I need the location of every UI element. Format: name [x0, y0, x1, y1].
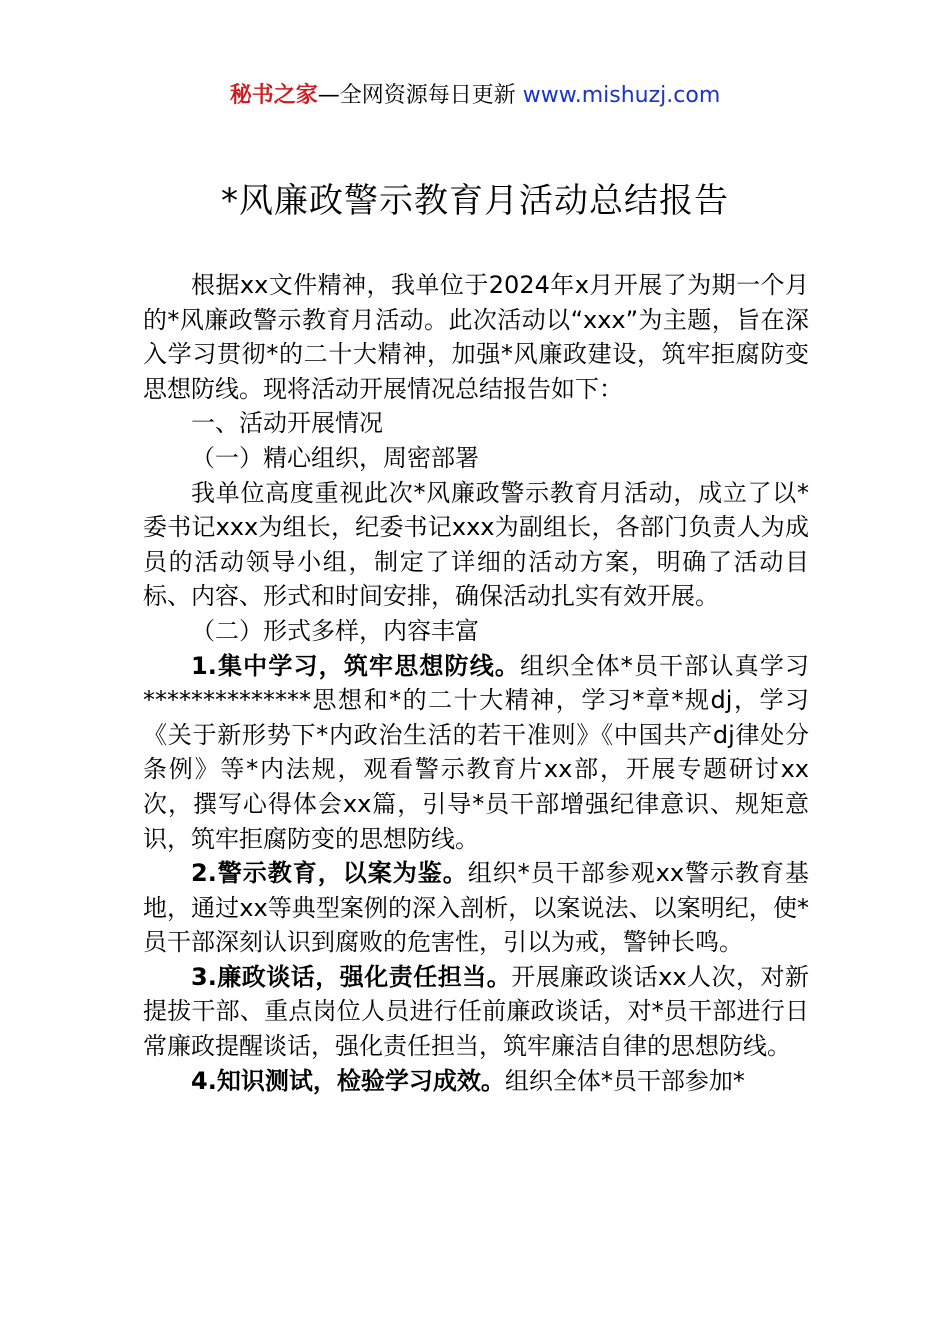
document-body: [143, 268, 809, 1098]
list-item-body: 开展廉政谈话xx人次，对新提拔干部、重点岗位人员进行任前廉政谈话，对*员干部进行日常廉政提醒谈话，强化责任担当，筑牢廉洁自律的思想防线。: [143, 962, 810, 1061]
list-item: [143, 649, 809, 857]
list-item-heading: 3.廉政谈话，强化责任担当。: [191, 962, 512, 991]
list-item: [143, 960, 809, 1064]
section-heading-1: 一、活动开展情况: [191, 409, 383, 438]
list-item-heading: 4.知识测试，检验学习成效。: [191, 1066, 505, 1095]
subsection-heading-2: （二）形式多样，内容丰富: [191, 616, 479, 645]
list-item-heading: 1.集中学习，筑牢思想防线。: [191, 651, 521, 680]
list-item-body: 组织全体*员干部参加*: [504, 1066, 745, 1095]
site-header: [0, 80, 950, 112]
intro-paragraph: 根据xx文件精神，我单位于2024年x月开展了为期一个月的*风廉政警示教育月活动。此次活动以“xxx”为主题，旨在深入学习贯彻*的二十大精神，加强*风廉政建设，筑牢拒腐防变思想防线。现将活动开展情况总结报告如下：: [143, 271, 809, 403]
list-item: [143, 856, 809, 960]
list-item-body: 组织全体*员干部认真学习**************思想和*的二十大精神，学习*章*规dj，学习《关于新形势下*内政治生活的若干准则》《中国共产dj律处分条例》等*内法规，观看警示教育片xx部，开展专题研讨xx次，撰写心得体会xx篇，引导*员干部增强纪律意识、规矩意识，筑牢拒腐防变的思想防线。: [143, 651, 809, 853]
document-title: *风廉政警示教育月活动总结报告: [221, 181, 729, 221]
subsection-heading-1: （一）精心组织，周密部署: [191, 443, 479, 472]
brand-name: 秘书之家: [229, 83, 318, 108]
list-item: [143, 1064, 809, 1099]
paragraph-organization: 我单位高度重视此次*风廉政警示教育月活动，成立了以*委书记xxx为组长，纪委书记xxx为副组长，各部门负责人为成员的活动领导小组，制定了详细的活动方案，明确了活动目标、内容、形式和时间安排，确保活动扎实有效开展。: [143, 478, 809, 611]
list-item-body: 组织*员干部参观xx警示教育基地，通过xx等典型案例的深入剖析，以案说法、以案明纪，使*员干部深刻认识到腐败的危害性，引以为戒，警钟长鸣。: [143, 859, 809, 957]
site-url[interactable]: www.mishuzj.com: [522, 83, 721, 108]
header-tagline: —全网资源每日更新: [317, 83, 523, 108]
list-item-heading: 2.警示教育，以案为鉴。: [191, 859, 468, 888]
